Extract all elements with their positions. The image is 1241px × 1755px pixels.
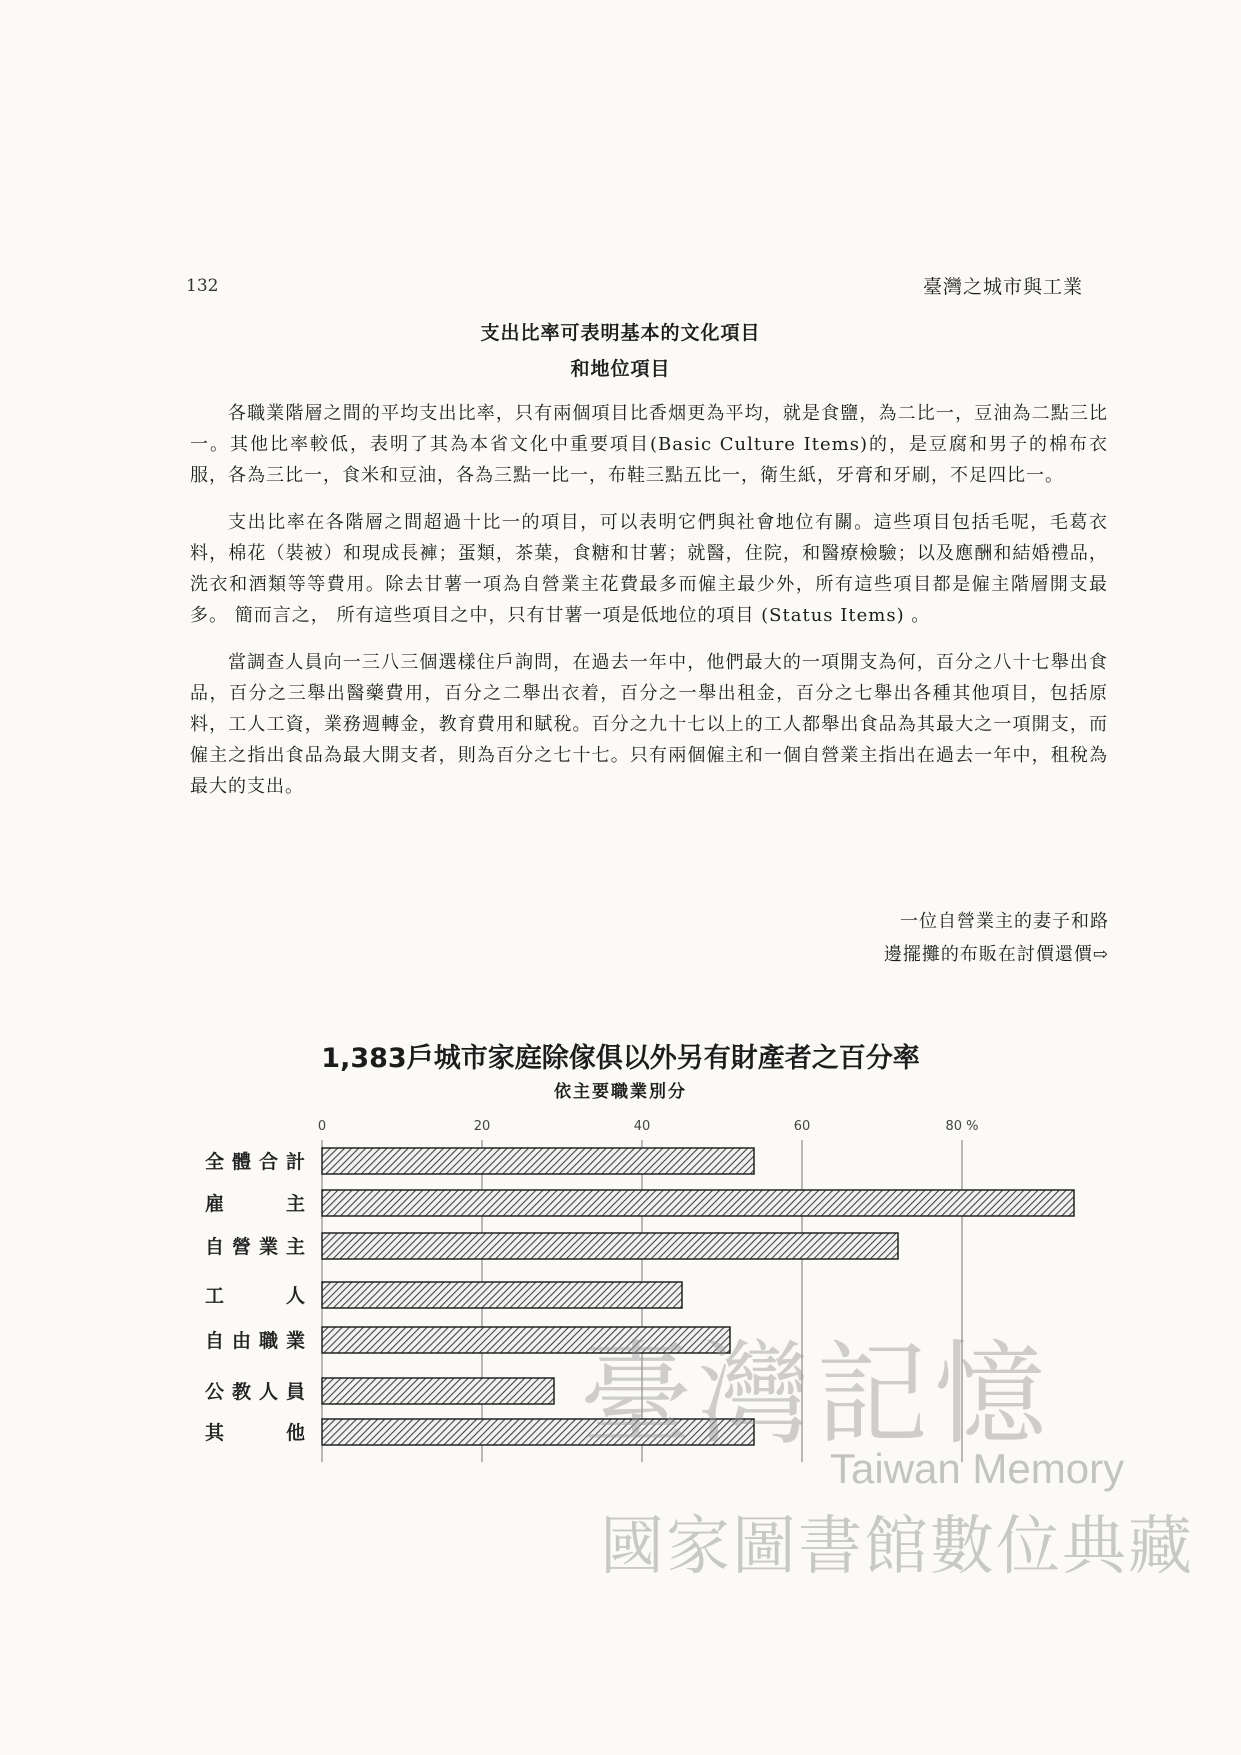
watermark-chinese: 國家圖書館數位典藏 [600, 1510, 1194, 1584]
bar [322, 1419, 754, 1445]
bar [322, 1190, 1074, 1216]
paragraph: 各職業階層之間的平均支出比率，只有兩個項目比香烟更為平均，就是食鹽，為二比一，豆油為二點三比一。其他比率較低，表明了其為本省文化中重要項目(Basic Culture Items)的，是豆腐和男子的棉布衣服，各為三比一，食米和豆油，各為三點一比一，布鞋三點五比一，衛生紙，牙膏和牙刷，不足四比一。 [190, 403, 1108, 486]
bar [322, 1327, 730, 1353]
category-label: 工 人 [205, 1285, 305, 1307]
watermark-english: Taiwan Memory [830, 1445, 1125, 1492]
caption-line: 一位自營業主的妻子和路 [900, 911, 1109, 932]
paragraph: 當調查人員向一三八三個選樣住戶詢問，在過去一年中，他們最大的一項開支為何，百分之八十七舉出食品，百分之三舉出醫藥費用，百分之二舉出衣着，百分之一舉出租金，百分之七舉出各種其他項目，包括原料，工人工資，業務週轉金，教育費用和賦稅。百分之九十七以上的工人都舉出食品為其最大之一項開支，而僱主之指出食品為最大開支者，則為百分之七十七。只有兩個僱主和一個自營業主指出在過去一年中，租稅為最大的支出。 [190, 652, 1108, 797]
category-label: 雇 主 [205, 1193, 305, 1215]
bar [322, 1282, 682, 1308]
x-tick-label: 80 % [945, 1119, 979, 1134]
chart-title: 1,383戶城市家庭除傢俱以外另有財產者之百分率 [321, 1043, 920, 1074]
category-label: 自營業主 [205, 1236, 305, 1258]
paragraph: 支出比率在各階層之間超過十比一的項目，可以表明它們與社會地位有關。這些項目包括毛呢，毛葛衣料，棉花（裝被）和現成長褲；蛋類，茶葉，食糖和甘薯；就醫，住院，和醫療檢驗；以及應酬和結婚禮品，洗衣和酒類等等費用。除去甘薯一項為自營業主花費最多而僱主最少外，所有這些項目都是僱主階層開支最多。 簡而言之， 所有這些項目之中，只有甘薯一項是低地位的項目 (Status Items) 。 [190, 512, 1108, 626]
category-label: 自由職業 [205, 1330, 305, 1352]
section-title-line2: 和地位項目 [570, 358, 671, 380]
x-tick-label: 60 [793, 1119, 811, 1134]
x-tick-label: 0 [317, 1119, 327, 1134]
bar [322, 1233, 898, 1259]
category-label: 公教人員 [205, 1381, 305, 1403]
category-label: 全體合計 [205, 1151, 305, 1173]
category-label: 其 他 [205, 1422, 305, 1444]
bar [322, 1378, 554, 1404]
running-header: 臺灣之城市與工業 [922, 276, 1083, 298]
section-title: 支出比率可表明基本的文化項目 [480, 322, 761, 344]
bar [322, 1148, 754, 1174]
x-tick-label: 20 [473, 1119, 491, 1134]
caption-line: 邊擺攤的布販在討價還價⇨ [883, 944, 1109, 965]
chart-subtitle: 依主要職業別分 [554, 1082, 687, 1102]
watermark-logo: 臺灣記憶 [580, 1330, 1052, 1460]
x-tick-label: 40 [633, 1119, 651, 1134]
page-number: 132 [186, 276, 219, 296]
